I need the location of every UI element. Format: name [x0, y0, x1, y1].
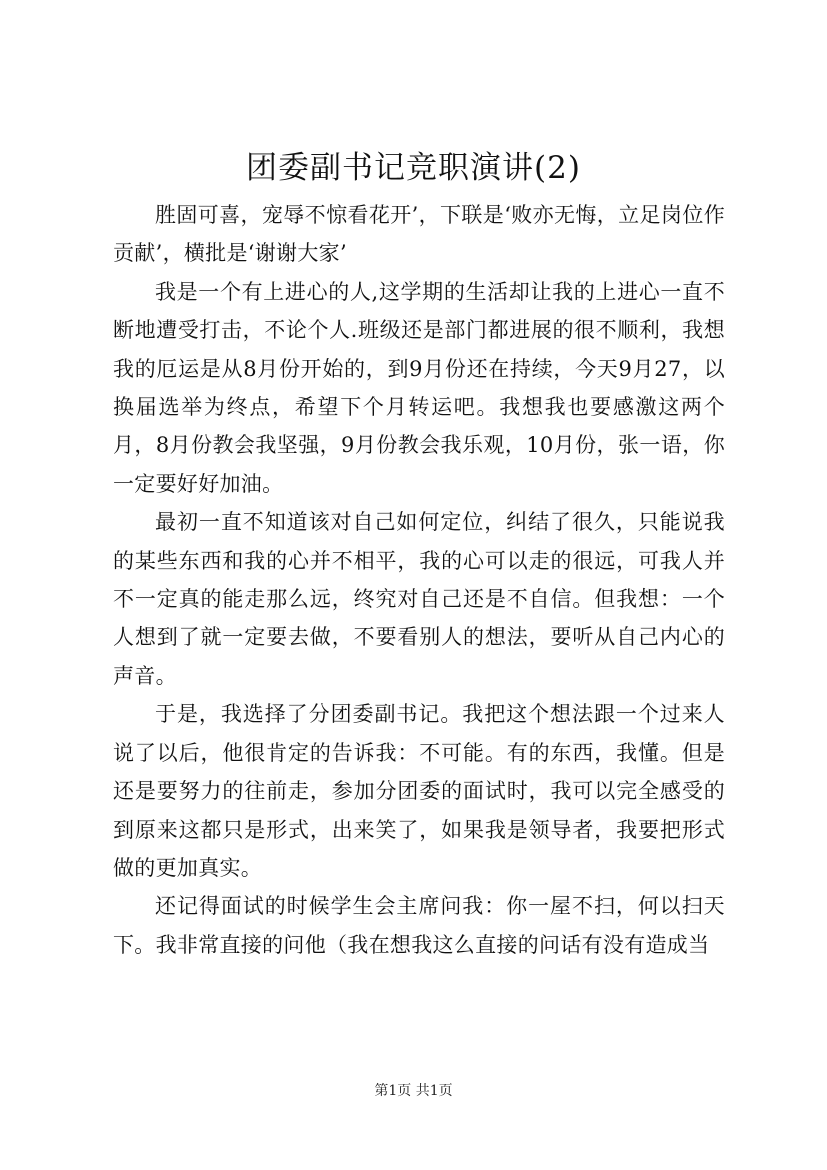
- paragraph-4: 于是，我选择了分团委副书记。我把这个想法跟一个过来人说了以后，他很肯定的告诉我：不可能。有的东西，我懂。但是还是要努力的往前走，参加分团委的面试时，我可以完全感受的到原来这都只是形式，出来笑了，如果我是领导者，我要把形式做的更加真实。: [113, 702, 725, 880]
- paragraph-3: 最初一直不知道该对自己如何定位，纠结了很久，只能说我的某些东西和我的心并不相平，我的心可以走的很远，可我人并不一定真的能走那么远，终究对自己还是不自信。但我想：一个人想到了就一定要去做，不要看别人的想法，要听从自己内心的声音。: [113, 510, 725, 688]
- paragraph-1: 胜固可喜，宠辱不惊看花开’，下联是‘败亦无悔，立足岗位作贡献’，横批是‘谢谢大家’: [113, 203, 725, 266]
- document-body: [113, 196, 725, 964]
- paragraph-5: 还记得面试的时候学生会主席问我：你一屋不扫，何以扫天下。我非常直接的问他（我在想我这么直接的问话有没有造成当: [113, 894, 725, 957]
- page-number-footer: 第1页 共1页: [374, 1083, 453, 1099]
- paragraph-2: 我是一个有上进心的人,这学期的生活却让我的上进心一直不断地遭受打击，不论个人.班级还是部门都进展的很不顺利，我想我的厄运是从8月份开始的，到9月份还在持续，今天9月27，以换届选举为终点，希望下个月转运吧。我想我也要感激这两个月，8月份教会我坚强，9月份教会我乐观，10月份，张一语，你一定要好好加油。: [113, 279, 725, 496]
- document-title: 团委副书记竞职演讲(2): [246, 150, 581, 186]
